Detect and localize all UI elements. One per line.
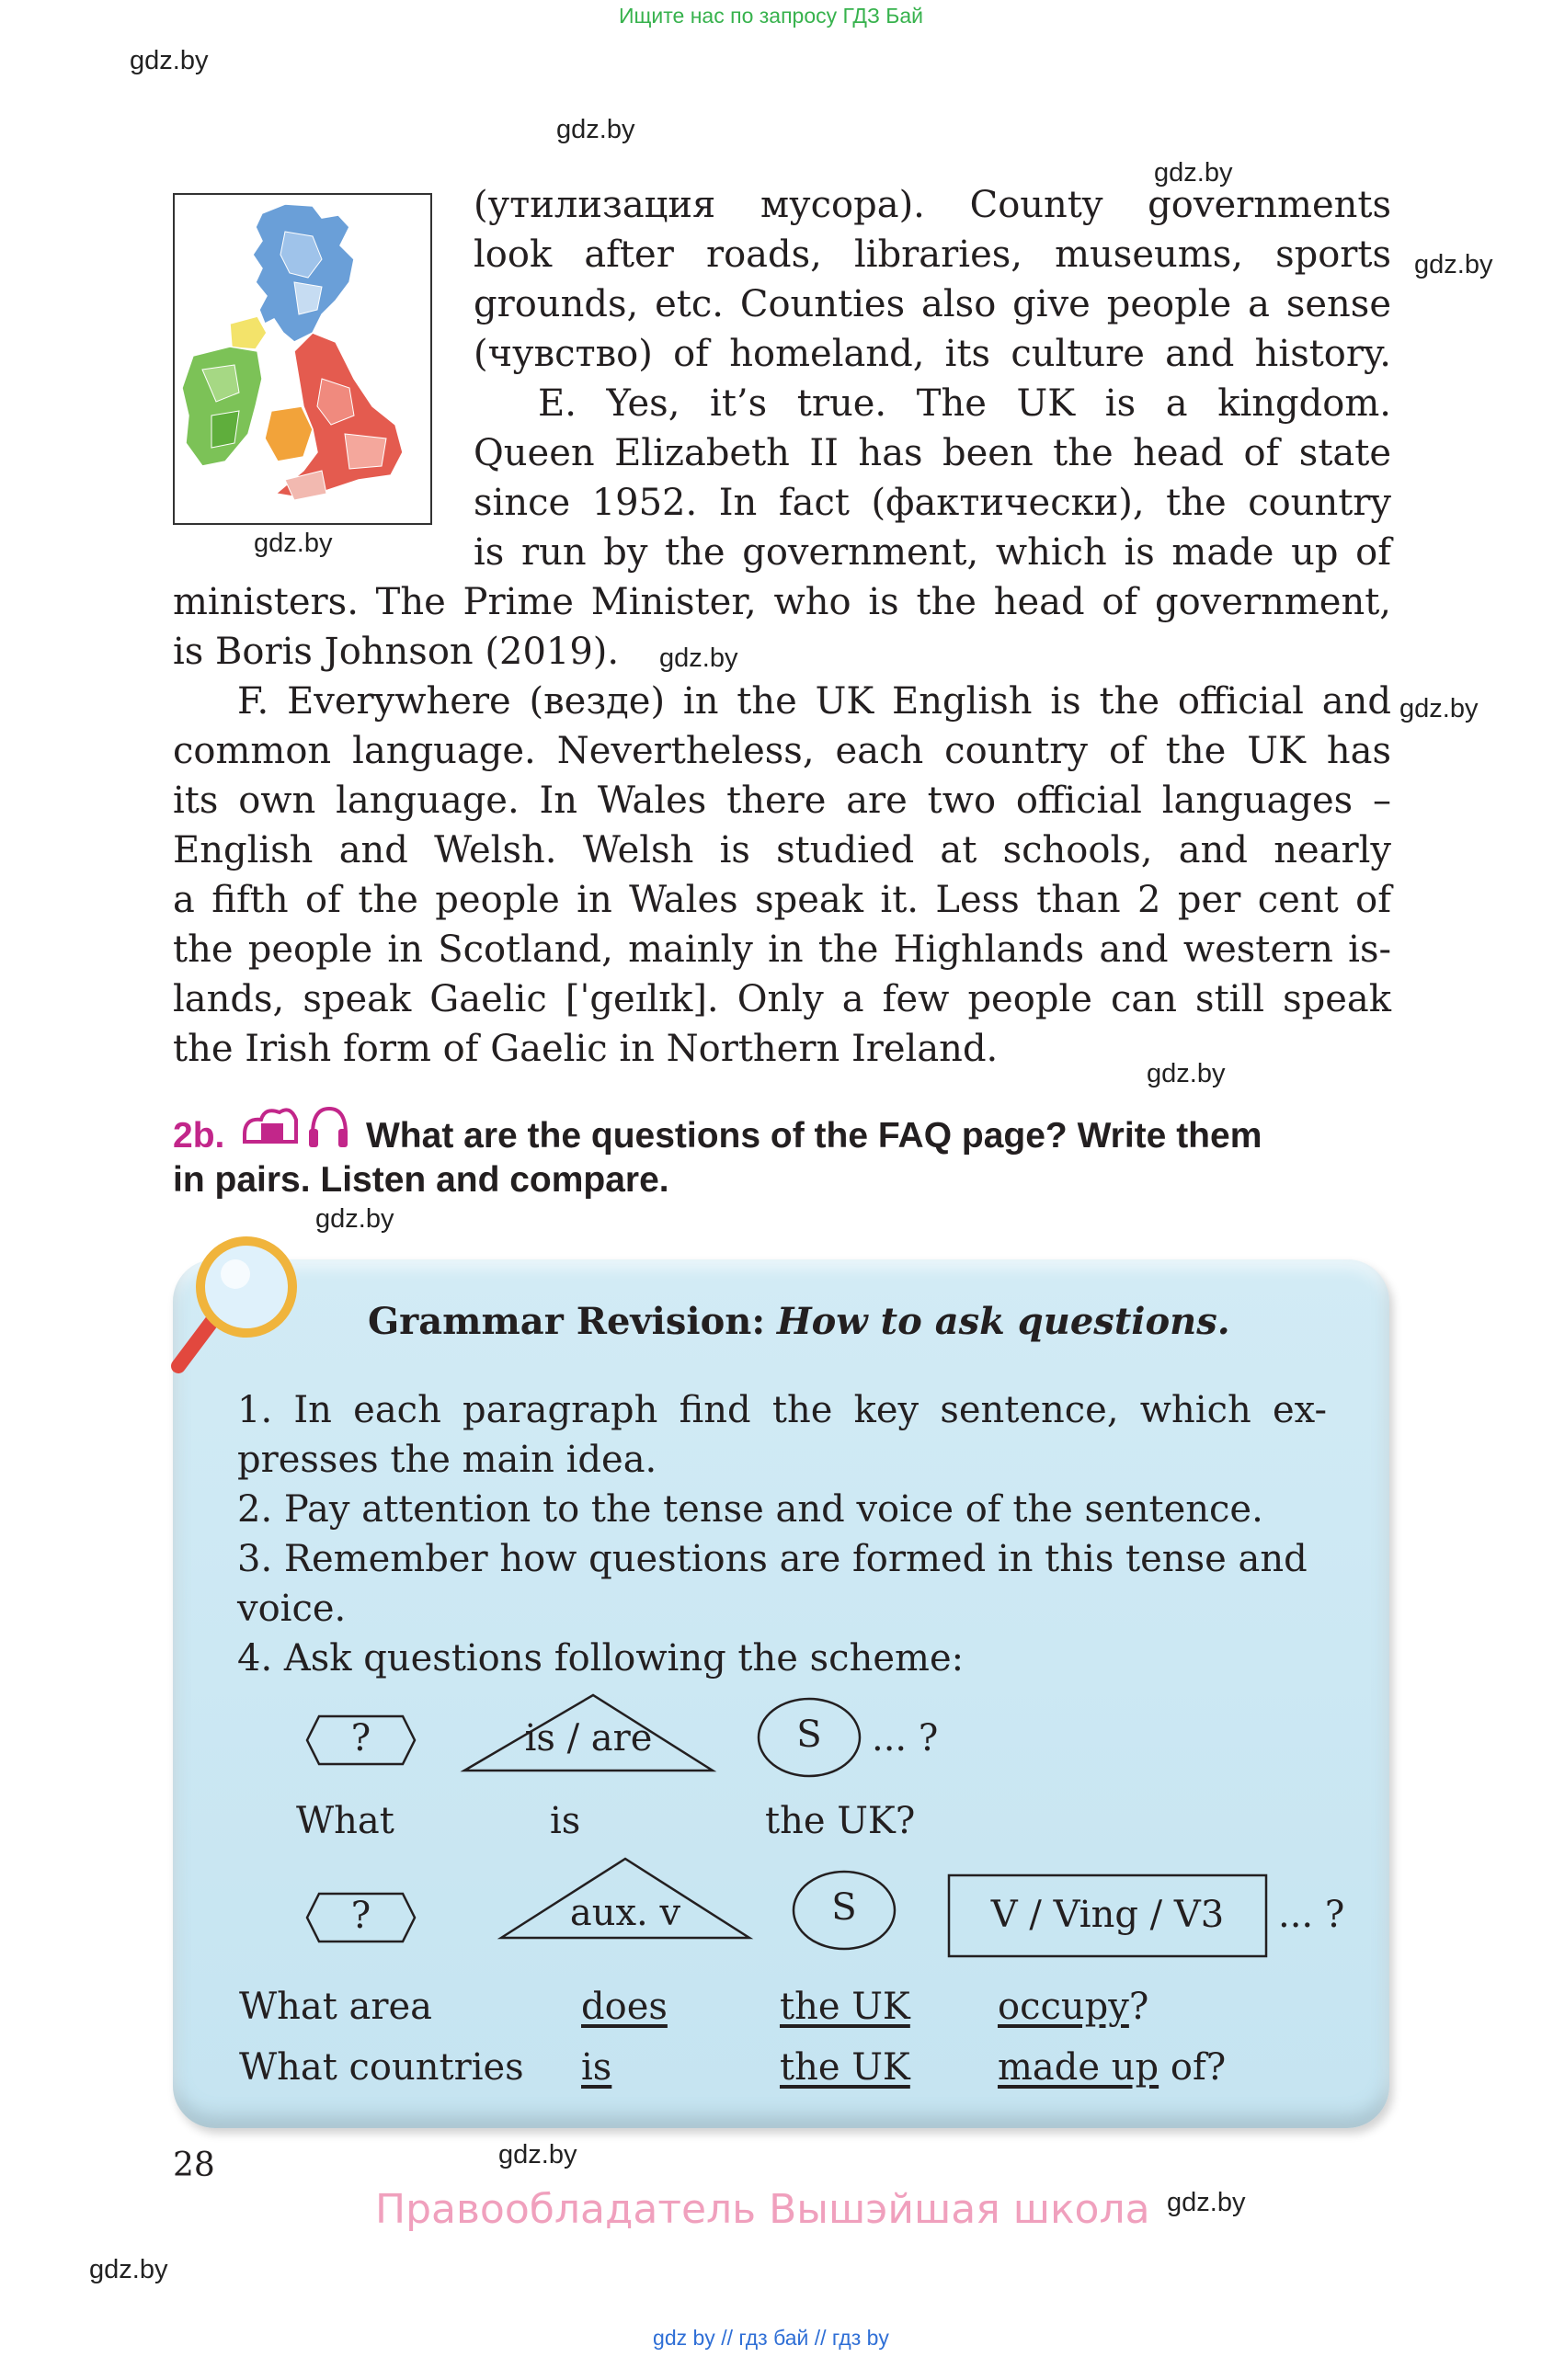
text-line: its own language. In Wales there are two official languages – bbox=[173, 780, 1391, 822]
text-line: since 1952. In fact (фактически), the country bbox=[474, 482, 1391, 524]
watermark: gdz.by bbox=[1399, 694, 1479, 723]
text-line: is run by the government, which is made up of bbox=[474, 531, 1391, 574]
watermark: gdz.by bbox=[556, 115, 635, 144]
example-aux: is bbox=[581, 2046, 612, 2089]
example-ending: of? bbox=[1170, 2046, 1227, 2089]
text-line: the people in Scotland, mainly in the Highlands and western is- bbox=[173, 928, 1391, 971]
bottom-banner[interactable]: gdz by // гдз бай // гдз by bbox=[653, 2326, 889, 2350]
text-line: (чувство) of homeland, its culture and history. bbox=[474, 333, 1391, 375]
text-line: Queen Elizabeth II has been the head of state bbox=[474, 432, 1391, 474]
text-line: common language. Nevertheless, each country of the UK has bbox=[173, 730, 1391, 772]
text-line: grounds, etc. Counties also give people a sense bbox=[474, 283, 1391, 325]
watermark: gdz.by bbox=[659, 643, 738, 673]
watermark: gdz.by bbox=[498, 2140, 577, 2169]
scheme-main-verb-label: V / Ving / V3 bbox=[990, 1894, 1225, 1936]
top-banner[interactable]: Ищите нас по запросу ГДЗ Бай bbox=[618, 4, 924, 28]
watermark: gdz.by bbox=[1167, 2188, 1246, 2217]
text-line: lands, speak Gaelic [ˈgeɪlɪk]. Only a few people can still speak bbox=[173, 978, 1391, 1020]
example-ending: ? bbox=[1128, 1986, 1149, 2028]
scheme-subject-label: S bbox=[796, 1714, 822, 1756]
example-main-verb-text: made up bbox=[998, 2046, 1159, 2089]
example-subject: the UK bbox=[780, 1986, 910, 2028]
text-line: a fifth of the people in Wales speak it. Less than 2 per cent of bbox=[173, 879, 1391, 921]
text-line: (утилизация мусора). County governments bbox=[474, 184, 1391, 226]
grammar-item: voice. bbox=[237, 1588, 347, 1630]
scheme-subject-label: S bbox=[831, 1886, 857, 1929]
scheme-tail: ... ? bbox=[1278, 1894, 1345, 1936]
exercise-instruction: in pairs. Listen and compare. bbox=[173, 1160, 669, 1200]
rights-holder: Правообладатель Вышэйшая школа bbox=[375, 2186, 1150, 2233]
watermark: gdz.by bbox=[254, 529, 333, 558]
example-verb: is bbox=[550, 1800, 581, 1842]
watermark: gdz.by bbox=[130, 46, 209, 75]
grammar-item: 4. Ask questions following the scheme: bbox=[237, 1637, 965, 1680]
text-line: the Irish form of Gaelic in Northern Ireland. bbox=[173, 1028, 999, 1070]
example-subject: the UK bbox=[780, 2046, 910, 2089]
grammar-title-italic: How to ask questions. bbox=[776, 1300, 1230, 1343]
exercise-instruction: What are the questions of the FAQ page? Write them bbox=[366, 1116, 1262, 1156]
scheme-tail: ... ? bbox=[872, 1717, 939, 1759]
text-line: ministers. The Prime Minister, who is the head of government, bbox=[173, 581, 1391, 623]
exercise-number: 2b. bbox=[173, 1116, 225, 1156]
grammar-item: 3. Remember how questions are formed in this tense and bbox=[237, 1538, 1308, 1580]
example-aux: does bbox=[581, 1986, 668, 2028]
grammar-title-bold: Grammar Revision: bbox=[368, 1300, 766, 1343]
text-line: E. Yes, it’s true. The UK is a kingdom. bbox=[538, 382, 1391, 425]
example-question-word: What countries bbox=[239, 2046, 524, 2089]
grammar-item: 2. Pay attention to the tense and voice of the sentence. bbox=[237, 1488, 1263, 1531]
text-line: F. Everywhere (везде) in the UK English is the official and bbox=[237, 680, 1391, 723]
example-question-word: What area bbox=[239, 1986, 432, 2028]
text-line: English and Welsh. Welsh is studied at schools, and nearly bbox=[173, 829, 1391, 871]
scheme-verb-label: is / are bbox=[524, 1717, 653, 1759]
grammar-item: 1. In each paragraph find the key sentence, which ex- bbox=[237, 1389, 1327, 1431]
grammar-item: presses the main idea. bbox=[237, 1439, 657, 1481]
example-question-word: What bbox=[296, 1800, 394, 1842]
scheme-aux-label: aux. v bbox=[569, 1892, 681, 1934]
watermark: gdz.by bbox=[315, 1204, 394, 1234]
scheme-question-mark: ? bbox=[350, 1717, 371, 1759]
watermark: gdz.by bbox=[1154, 158, 1233, 188]
text-line: is Boris Johnson (2019). bbox=[173, 631, 620, 673]
text-line: look after roads, libraries, museums, sports bbox=[474, 233, 1391, 276]
watermark: gdz.by bbox=[1414, 250, 1493, 279]
example-main-verb-text: occupy bbox=[998, 1986, 1129, 2028]
example-main-verb bbox=[998, 1986, 1148, 2028]
example-main-verb bbox=[998, 2046, 1226, 2089]
scheme-question-mark: ? bbox=[350, 1895, 371, 1937]
watermark: gdz.by bbox=[89, 2255, 168, 2284]
watermark: gdz.by bbox=[1147, 1059, 1226, 1088]
example-subject: the UK? bbox=[765, 1800, 916, 1842]
page-number: 28 bbox=[173, 2147, 215, 2184]
